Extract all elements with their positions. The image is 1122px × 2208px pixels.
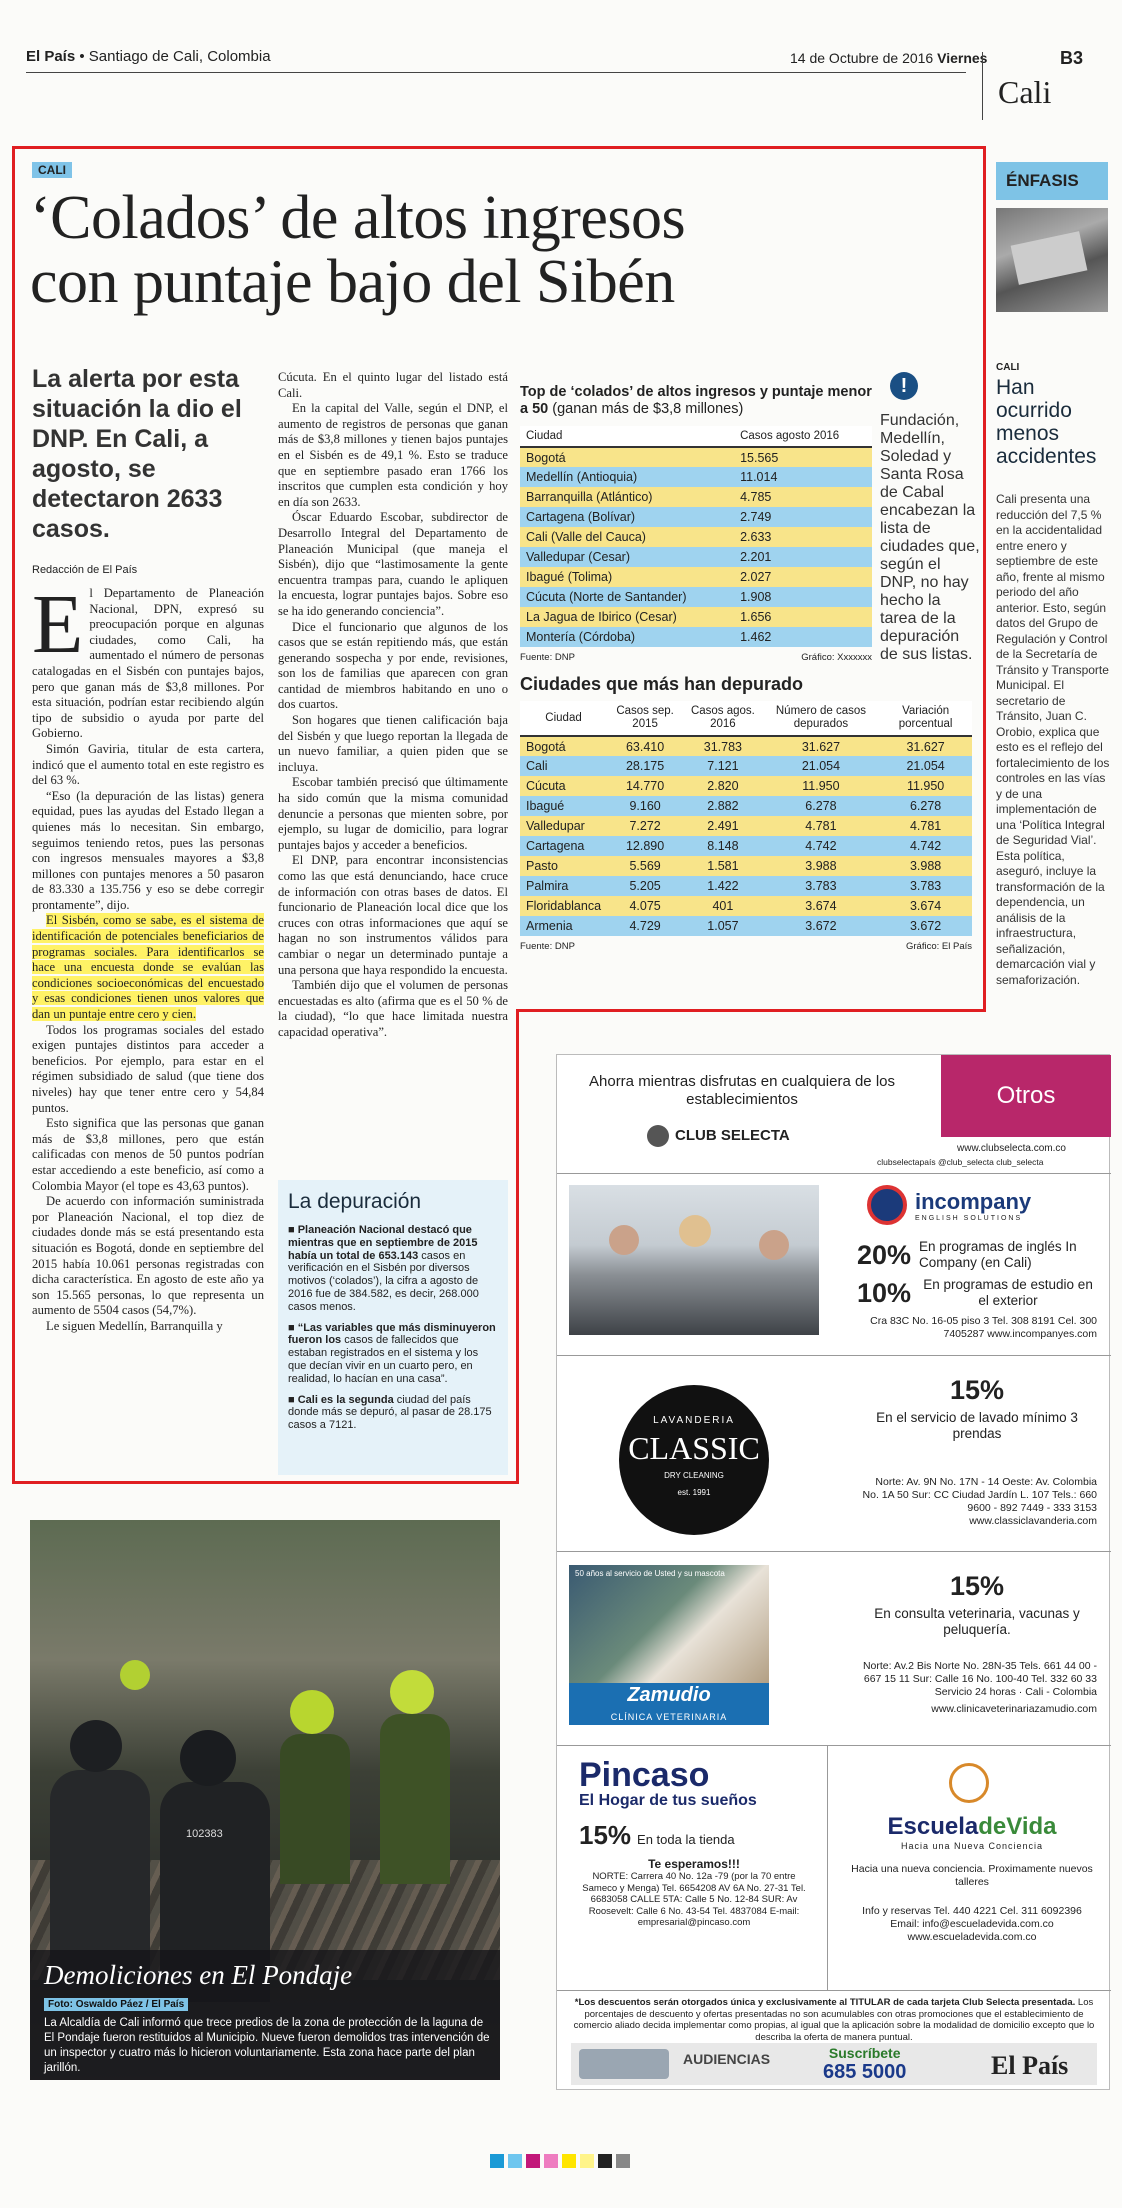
table-cell: Armenia [520,916,607,936]
table-cell: 3.988 [763,856,880,876]
escuela-sub: Hacia una Nueva Conciencia [900,1841,1044,1851]
table-row [520,487,872,507]
paragraph: Óscar Eduardo Escobar, subdirector de Desarrollo Integral del Departamento de Planeación Municipal (que maneja el Sisbén), dijo que “lastimosamente la gente encuentra trampas para, cuando le apliquen la encuesta, lograr puntajes bajos. Sobre eso se ha ido generando conciencia”. [278,510,508,618]
date-text: 14 de Octubre de 2016 [790,50,934,66]
color-swatch [580,2154,594,2168]
box-bullet: ■ Planeación Nacional destacó que mientras que en septiembre de 2015 había un total de 653.143 casos en verificación en el Sisbén por diversos motivos (‘colados’), la cifra a agosto de 2016 fue de 384.582, es decir, 268.000 casos menos. [288,1224,479,1313]
table-cell: 28.175 [607,756,683,776]
card-image [579,2049,669,2079]
discount-desc: En programas de inglés In Company (en Cali) [919,1239,1077,1270]
depuracion-box [278,1180,508,1475]
escuela-desc: Hacia una nueva conciencia. Proximamente nuevos talleres [851,1863,1093,1888]
issue-date [790,50,987,66]
table-row [520,856,972,876]
table-title [520,384,872,418]
graphic-credit: Gráfico: El País [906,941,972,952]
table-cell: 1.057 [683,916,763,936]
divider [557,1173,1111,1174]
table-row [520,447,872,467]
highlight-frame-step [516,1009,986,1012]
column-header: Casos sep. 2015 [607,701,683,736]
table-cell: 2.749 [734,507,872,527]
table-cell: 8.148 [683,836,763,856]
table-cell: Floridablanca [520,896,607,916]
divider [557,1990,1111,1991]
table-row [520,816,972,836]
accident-photo [996,208,1108,312]
table-row [520,587,872,607]
officer-badge-number: 102383 [186,1828,223,1840]
divider [827,1745,828,1990]
paragraph: Le siguen Medellín, Barranquilla y [46,1318,223,1333]
ad-tagline: Ahorra mientras disfrutas en cualquiera de los establecimientos [589,1073,895,1108]
table-cell: 3.672 [879,916,972,936]
club-name: CLUB SELECTA [675,1126,790,1144]
paragraph: En la capital del Valle, según el DNP, el aumento de registros de personas que ganan más de $3,8 millones y tienen bajos puntajes en el Sisbén es de 49,1 %. Esto se traduce que en septiembre pasado eran 1766 los inscritos que cumplen esta condición y hoy en día son 2633. [278,401,508,509]
table-cell: 4.781 [879,816,972,836]
data-table [520,426,872,647]
zamudio-photo [569,1565,769,1725]
police-officer [280,1734,350,1884]
highlight-frame-step-vertical [516,1009,519,1484]
headline-line-1: ‘Colados’ de altos ingresos [30,184,686,252]
table-row [520,836,972,856]
column-header: Ciudad [520,426,734,447]
table-cell: Cúcuta (Norte de Santander) [520,587,734,607]
table-row [520,916,972,936]
paragraph: De acuerdo con información suministrada por Planeación Nacional, el top diez de ciudades donde más se está presentando esta situación es Bogotá, donde en septiembre del 2015 había 10.061 personas registradas con dicha característica. En agosto de este año ya son 15.565 personas, lo que representa un aumento de 5504 casos (54,7%). [32,1194,264,1318]
paper-name: El País [26,48,76,65]
table-title: Ciudades que más han depurado [520,674,804,694]
table-cell: 9.160 [607,796,683,816]
table-cell: 31.627 [879,736,972,756]
table-cell: Cali (Valle del Cauca) [520,527,734,547]
paragraph: Son hogares que tienen calificación baja del Sisbén y que luego reportan la llegada de un nuevo familiar, a quien piden que se incluya. [278,713,508,774]
zamudio-offer [857,1571,1097,1716]
table-cell: 3.988 [879,856,972,876]
weekday-text: Viernes [937,50,988,66]
article-deck: La alerta por esta situación la dio el DNP. En Cali, a agosto, se detectaron 2633 casos. [32,365,242,543]
offer-address: Norte: Av. 9N No. 17N - 14 Oeste: Av. Colombia No. 1A 50 Sur: CC Ciudad Jardín L. 107 Tels.: 660 9600 - 892 7449 - 333 3153 www.classiclavanderia.com [862,1476,1097,1527]
logo-line: DRY CLEANING [664,1471,724,1480]
fine-bold: *Los descuentos serán otorgados única y exclusivamente al TITULAR de cada tarjeta Club Selecta presentada. [574,1997,1076,2008]
ad-category-otros: Otros [941,1055,1111,1137]
paragraph [32,586,264,742]
discount-percent: 10% [857,1277,912,1308]
table-cell: 1.656 [734,607,872,627]
color-swatch [508,2154,522,2168]
alert-text: Fundación, Medellín, Soledad y Santa Rosa de Cabal encabezan la lista de ciudades que, según el DNP, no hay hecho la tarea de la depuración de sus listas. [880,412,980,663]
meeting-photo [569,1185,819,1335]
column-header: Ciudad [520,701,607,736]
zamudio-tagline: 50 años al servicio de Usted y su mascota [575,1569,725,1578]
pondaje-photo [30,1520,500,2080]
photo-caption: La Alcaldía de Cali informó que trece predios de la zona de protección de la laguna de El Pondaje fueron restituidos al Municipio. Nueve fueron demolidos tras intervención de un inspector y cuatro más lo hicieron voluntariamente. Esta zona hace parte del plan jarillón. [44,2017,490,2074]
escuela-offer [847,1775,1097,1944]
table-row [520,507,872,527]
table-cell: 31.783 [683,736,763,756]
table-cell: 4.729 [607,916,683,936]
table-cell: Cartagena (Bolívar) [520,507,734,527]
paper-city: Santiago de Cali, Colombia [88,48,271,65]
paragraph: Dice el funcionario que algunos de los casos que se están repitiendo más, que están generando sospecha y por ende, revisiones, son los de familias que aparecen con gran cantidad de miembros habitando en uno o dos cuartos. [278,619,508,712]
divider [557,1355,1111,1356]
helmet [290,1690,334,1734]
header-rule [26,72,966,73]
table-cell: 31.627 [763,736,880,756]
fine-text: Los porcentajes de descuento y ofertas presentadas no son acumulables con otras promociones que el establecimiento de comercio aliado decida implementar como propias, al igual que la aplicación sobre la modalidad de domicilio excepto que lo describa la oferta de manera puntual. [573,1997,1095,2043]
table-cell: 5.569 [607,856,683,876]
ad-footer [571,2043,1097,2085]
table-cell: 15.565 [734,447,872,467]
bullet-text: casos de fallecidos que estaban registrados en el sistema y los que decían vivir en un cuarto pero, en realidad, lo hacían en una casa”. [288,1334,479,1385]
table-cell: Pasto [520,856,607,876]
table-row [520,876,972,896]
discount-desc: En consulta veterinaria, vacunas y peluquería. [874,1606,1080,1637]
box-bullet: ■ “Las variables que más disminuyeron fueron los casos de fallecidos que estaban registrados en el sistema y los que decían vivir en un cuarto pero, en realidad, lo hacían en una casa”. [288,1321,496,1385]
table-row [520,776,972,796]
table-cell: Cali [520,756,607,776]
table-cell: 11.950 [763,776,880,796]
table-cell: La Jagua de Ibirico (Cesar) [520,607,734,627]
subscribe-block [823,2045,906,2084]
column-header: Casos agos. 2016 [683,701,763,736]
masthead: El País • Santiago de Cali, Colombia [26,48,271,65]
color-swatch [616,2154,630,2168]
bullet-text: casos en verificación en el Sisbén por diversos motivos (‘colados’), la cifra a agosto de 2016 fue de 384.582, es decir, 268.000 casos menos. [288,1249,479,1313]
table-row [520,527,872,547]
table-cell: 4.075 [607,896,683,916]
table-row [520,467,872,487]
helmet [390,1670,434,1714]
table-source [520,941,972,952]
table-cell: 2.201 [734,547,872,567]
paragraph: Escobar también precisó que últimamente ha sido común que la misma comunidad denuncie a personas que mienten sobre, por ejemplo, su lugar de domicilio, para lograr puntajes bajos y acceder a beneficios. [278,775,508,852]
table-cell: 2.491 [683,816,763,836]
paragraph: Esto significa que las personas que ganan más de $3,8 millones, pero que están calificadas con menos de 50 puntos podrían estar accediendo a este beneficio, así como a Colombia Mayor (el tope es 43,63 puntos). [32,1116,264,1193]
photo-title: Demoliciones en El Pondaje [44,1960,353,1990]
table-cell: 11.950 [879,776,972,796]
highlight-frame-right [983,146,986,1012]
helmet [180,1730,236,1786]
article-byline: Redacción de El País [32,564,138,576]
helmet [70,1720,122,1772]
table-row [520,756,972,776]
table-cell: Ibagué (Tolima) [520,567,734,587]
table-cell: 14.770 [607,776,683,796]
article-kicker: CALI [32,162,72,178]
table-row [520,567,872,587]
pincaso-slogan: El Hogar de tus sueños [579,1792,757,1809]
classic-logo [619,1385,769,1535]
article-column-1 [32,586,264,1476]
table-cell: 2.027 [734,567,872,587]
pincaso-invite: Te esperamos!!! [648,1857,740,1871]
table-cell: Cartagena [520,836,607,856]
pincaso-discount [579,1820,809,1851]
table-cell: Montería (Córdoba) [520,627,734,647]
table-cell: 7.121 [683,756,763,776]
audiencias-logo: AUDIENCIAS [683,2051,771,2067]
table-cell: 3.672 [763,916,880,936]
source-text: Fuente: DNP [520,652,575,663]
table-source [520,652,872,663]
color-swatch [598,2154,612,2168]
box-title: La depuración [288,1190,422,1213]
table-cell: 6.278 [879,796,972,816]
table-cell: 12.890 [607,836,683,856]
paragraph-highlighted [32,913,264,1022]
discount-percent: 15% [579,1820,632,1850]
graphic-credit: Gráfico: Xxxxxxx [801,652,872,663]
table-subtitle: (ganan más de $3,8 millones) [552,401,744,417]
subscribe-phone: 685 5000 [823,2061,907,2083]
highlighted-text: El Sisbén, como se sabe, es el sistema de identificación de potenciales beneficiarios de programas sociales. Para identificarlos se hace una encuesta donde se evalúan las condiciones socioeconómicas del encuestado y esas condiciones tienen unos valores que dan un puntaje entre cero y cien. [32,913,264,1022]
table-cell: 5.205 [607,876,683,896]
ad-social: clubselectapaís @club_selecta club_selecta [877,1157,1044,1167]
table-cell: 4.742 [763,836,880,856]
bullet-text: ciudad del país donde más se depuró, al pasar de 28.175 casos a 7121. [288,1393,492,1432]
box-bullet: ■ Cali es la segunda ciudad del país donde más se depuró, al pasar de 28.175 casos a 7121. [288,1393,492,1432]
highlight-frame-left [12,146,15,1484]
table-row [520,796,972,816]
bullet-bold: “Las variables que más disminuyeron fueron los [288,1321,496,1347]
offer-address: Norte: Av.2 Bis Norte No. 28N-35 Tels. 661 44 00 - 667 15 11 Sur: Calle 16 No. 100-40 Tel. 332 60 33 Servicio 24 horas · Cali - Colombia [862,1660,1097,1698]
offer-address: Cra 83C No. 16-05 piso 3 Tel. 308 8191 Cel. 300 7405287 www.incompanyes.com [870,1315,1097,1340]
table-cell: Bogotá [520,736,607,756]
drop-cap: E [32,586,84,671]
table-cell: 4.742 [879,836,972,856]
escuela-contact: Info y reservas Tel. 440 4221 Cel. 311 6092396 Email: info@escueladevida.com.co www.escueladevida.com.co [862,1905,1082,1943]
table-cell: 1.908 [734,587,872,607]
pincaso-name: Pincaso [579,1756,710,1794]
incompany-offer [857,1185,1097,1341]
highlight-frame-top [12,146,986,149]
table-cell: 4.785 [734,487,872,507]
table-cell: Cúcuta [520,776,607,796]
table-row [520,607,872,627]
discount-percent: 20% [857,1239,912,1270]
table-cell: Bogotá [520,447,734,467]
table-cell: 3.674 [879,896,972,916]
table-row [520,547,872,567]
table-cell: 1.581 [683,856,763,876]
subscribe-label: Suscríbete [828,2045,901,2061]
zamudio-name: Zamudio [627,1684,711,1706]
page-header [0,0,1122,110]
table-cell: Valledupar [520,816,607,836]
table-cell: 3.674 [763,896,880,916]
incompany-sub: ENGLISH SOLUTIONS [915,1214,1023,1222]
alert-icon: ! [890,372,918,400]
divider [557,1551,1111,1552]
table-cell: 6.278 [763,796,880,816]
paragraph: El DNP, para encontrar inconsistencias como las que está denunciando, hace cruce de información con otras bases de datos. El funcionario de Planeación local dice que los cruces con otras informaciones que aquí se hagan no son instrumentos válidos para cambiar o negar un determinado puntaje a una persona que haya respondido la encuesta. [278,853,508,977]
zamudio-logo [569,1683,769,1725]
table-cell: 2.882 [683,796,763,816]
paragraph: “Eso (la depuración de las listas) genera equidad, pues las ayudas del Estado llegan a quienes más lo necesitan. Sin embargo, seguimos teniendo retos, pues las personas con ingresos mensuales mayores a $3,8 millones con puntajes menores a 50 pasaron de 83.330 a 135.756 y eso se debe corregir prontamente”, dijo. [32,788,264,912]
table-cell: 2.633 [734,527,872,547]
offer-website: www.clinicaveterinariazamudio.com [931,1703,1097,1715]
table-title-text: Top de ‘colados’ de altos ingresos y puntaje menor a 50 [520,384,872,417]
depuracion-table [520,676,972,952]
article-headline [30,186,970,314]
paragraph: Simón Gaviria, titular de esta cartera, indicó que el aumento total en este registro es del 63 %. [32,741,264,788]
discount-desc: En el servicio de lavado mínimo 3 prendas [876,1410,1078,1441]
enfasis-tag: ÉNFASIS [996,162,1108,200]
escuela-name: deVida [978,1813,1057,1840]
table-cell: 11.014 [734,467,872,487]
page-number: B3 [1060,48,1084,68]
table-row [520,627,872,647]
divider [557,1745,1111,1746]
discount-percent: 15% [949,1375,1005,1405]
section-name: Cali [998,74,1052,110]
bullet-bold: Planeación Nacional destacó que mientras que en septiembre de 2015 había un total de 653.143 [288,1224,478,1262]
enfasis-title: Han ocurrido menos accidentes [996,376,1097,468]
table-cell: 3.783 [763,876,880,896]
paragraph: Cúcuta. En el quinto lugar del listado está Cali. [278,370,508,400]
table-row [520,896,972,916]
paragraph: También dijo que el volumen de personas encuestadas es alto (afirma que es el 50 % de la ciudad), “lo que hace limitada nuestra capacidad operativa”. [278,978,508,1039]
enfasis-sidebar [996,162,1114,1042]
helmet [120,1660,150,1690]
table-cell: 1.462 [734,627,872,647]
incompany-name: incompany [915,1188,1032,1214]
zamudio-sub: CLÍNICA VETERINARIA [610,1712,728,1722]
table-cell: 4.781 [763,816,880,836]
el-pais-logo: El País [991,2051,1069,2080]
club-selecta-ad [556,1054,1110,2090]
table-cell: 2.820 [683,776,763,796]
table-cell: 63.410 [607,736,683,756]
logo-line: CLASSIC [628,1430,760,1466]
club-selecta-logo [647,1125,790,1147]
column-header: Casos agosto 2016 [734,426,872,447]
incompany-logo-icon [867,1185,907,1225]
column-header: Variación porcentual [879,701,972,736]
paragraph-text: l Departamento de Planeación Nacional, DPN, expresó su preocupación porque en algunas ciudades, como Cali, ha aumentado el número de personas catalogadas en el Sisbén con puntajes bajos, pero que ganan más de $3,8 millones. Por esta situación, podrían estar recibiendo algún tipo de subsidio o ayuda por parte del Gobierno. [32,586,264,741]
ad-website: www.clubselecta.com.co [957,1143,1066,1154]
enfasis-kicker: CALI [996,362,1020,373]
discount-percent: 15% [949,1571,1005,1601]
table-cell: 7.272 [607,816,683,836]
table-cell: 401 [683,896,763,916]
club-selecta-icon [647,1125,669,1147]
offer-address: NORTE: Carrera 40 No. 12a -79 (por la 70 entre Sameco y Menga) Tel. 6654208 AV 6A No. 27-31 Tel. 6683058 CALLE 5TA: Calle 5 No. 12-84 SUR: Av Roosevelt: Calle 6 No. 43-54 Tel. 4837084 E-mail: empresarial@pincaso.com [582,1871,806,1928]
color-swatch [544,2154,558,2168]
table-cell: Barranquilla (Atlántico) [520,487,734,507]
color-swatch [526,2154,540,2168]
table-cell: Valledupar (Cesar) [520,547,734,567]
source-text: Fuente: DNP [520,941,575,952]
photo-credit: Foto: Oswaldo Páez / El País [44,1998,188,2011]
classic-offer [857,1375,1097,1528]
ad-fine-print [571,1997,1097,2043]
table-cell: Medellín (Antioquia) [520,467,734,487]
table-cell: 1.422 [683,876,763,896]
pincaso-offer [579,1758,809,1929]
police-officer [380,1714,450,1884]
column-header: Número de casos depurados [763,701,880,736]
headline-line-2: con puntaje bajo del Sibén [30,248,675,316]
discount-desc: En toda la tienda [637,1832,735,1847]
table-cell: 21.054 [763,756,880,776]
top-colados-table [520,384,872,663]
table-cell: 21.054 [879,756,972,776]
escuela-name: Escuela [887,1813,979,1840]
logo-line: LAVANDERIA [653,1415,735,1426]
color-swatch [490,2154,504,2168]
discount-desc: En programas de estudio en el exterior [923,1277,1093,1308]
bullet-bold: Cali es la segunda [297,1393,394,1406]
table-row [520,736,972,756]
logo-line: est. 1991 [677,1488,711,1497]
enfasis-body: Cali presenta una reducción del 7,5 % en la accidentalidad entre enero y septiembre de este año, frente al mismo periodo del año anterior. Esto, según datos del Grupo de Regulación y Control de la Secretaría de Tránsito y Transporte Municipal. El secretario de Tránsito, Juan C. Orobio, explica que esto es el reflejo del fortalecimiento de los controles en las vías y de una implementación de una ‘Política Integral de Seguridad Vial’. Esta política, aseguró, incluye la transformación de la dependencia, un análisis de la infraestructura, señalización, demarcación vial y semaforización. [996,492,1110,987]
table-cell: Ibagué [520,796,607,816]
paragraph: Todos los programas sociales del estado exigen puntajes distintos para acceder a beneficios. Por ejemplo, para estar en el régimen subsidiado de salud (que tiene dos niveles) hay que tener entre cero y 54,84 puntos. [32,1022,264,1115]
color-swatch [562,2154,576,2168]
data-table [520,701,972,936]
highlight-frame-bottom [12,1481,519,1484]
table-cell: Palmira [520,876,607,896]
table-cell: 3.783 [879,876,972,896]
